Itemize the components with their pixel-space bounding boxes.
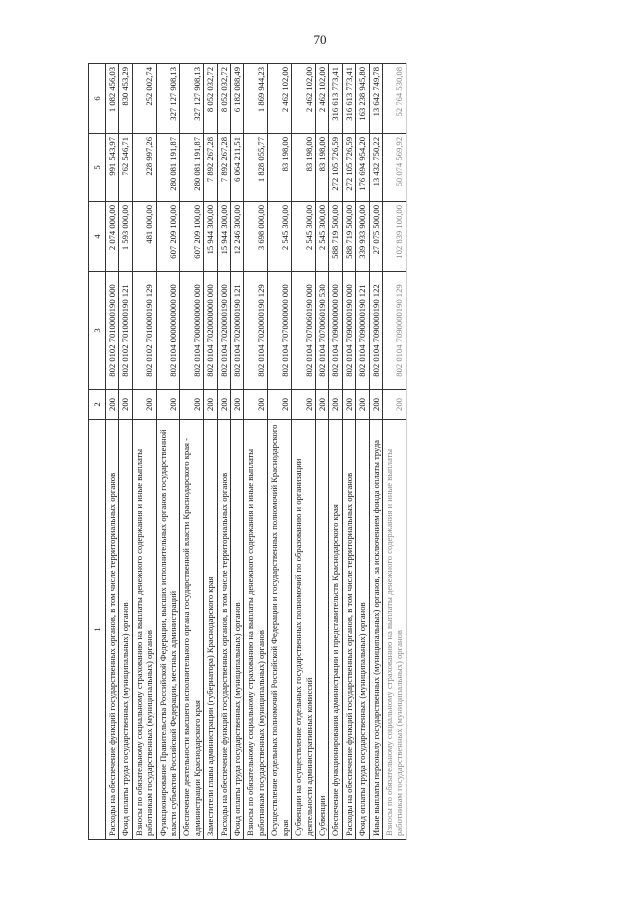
- row-name: Обеспечение функционирования администрации и представительств Краснодарского края: [329, 420, 342, 840]
- row-executed: 176 694 954,20: [356, 134, 369, 202]
- row-kbk: 802 0104 7000000000 000: [180, 272, 204, 390]
- table-row: [369, 64, 382, 840]
- row-executed: 991 543,97: [106, 134, 119, 202]
- row-executed: 1 828 055,77: [244, 134, 268, 202]
- rotated-table-container: [88, 64, 550, 840]
- row-approved: 607 209 100,00: [180, 202, 204, 272]
- row-executed: 280 081 191,87: [180, 134, 204, 202]
- table-row: [106, 64, 119, 840]
- budget-table: [88, 63, 407, 840]
- table-row: [356, 64, 369, 840]
- row-code: 200: [106, 390, 119, 420]
- row-kbk: 802 0102 7010000190 129: [132, 272, 156, 390]
- row-approved: 27 075 500,00: [369, 202, 382, 272]
- row-kbk: 802 0102 7010000190 000: [106, 272, 119, 390]
- row-kbk: 802 0104 7070060190 000: [292, 272, 316, 390]
- header-cell-4: 4: [89, 202, 106, 272]
- row-name: Осуществление отдельных полномочий Российской Федерации и государственных полномочий Краснодарского края: [268, 420, 292, 840]
- row-kbk: 802 0104 7070060190 530: [315, 272, 328, 390]
- row-approved: 2 545 300,00: [315, 202, 328, 272]
- page-number: 70: [313, 32, 327, 47]
- row-name: Фонд оплаты труда государственных (муниципальных) органов: [119, 420, 132, 840]
- row-remaining: 252 002,74: [132, 64, 156, 134]
- row-executed: 6 064 211,51: [231, 134, 244, 202]
- row-kbk: 802 0104 7090000190 122: [369, 272, 382, 390]
- row-code: 200: [180, 390, 204, 420]
- table-row: [315, 64, 328, 840]
- row-kbk: 802 0104 7020000190 000: [217, 272, 230, 390]
- header-cell-6: 6: [89, 64, 106, 134]
- row-remaining: 13 642 749,78: [369, 64, 382, 134]
- row-name: Фонд оплаты труда государственных (муниципальных) органов: [356, 420, 369, 840]
- row-approved: 339 933 900,00: [356, 202, 369, 272]
- row-kbk: 802 0104 7090000190 000: [342, 272, 355, 390]
- row-executed: 50 074 569,92: [382, 134, 406, 202]
- row-code: 200: [244, 390, 268, 420]
- row-approved: 588 719 500,00: [342, 202, 355, 272]
- row-executed: 7 892 267,28: [217, 134, 230, 202]
- row-executed: 280 081 191,87: [156, 134, 180, 202]
- row-approved: 607 209 100,00: [156, 202, 180, 272]
- table-row: [204, 64, 217, 840]
- row-code: 200: [217, 390, 230, 420]
- row-executed: 83 198,00: [268, 134, 292, 202]
- row-remaining: 327 127 908,13: [180, 64, 204, 134]
- row-executed: 13 432 750,22: [369, 134, 382, 202]
- row-approved: 3 698 000,00: [244, 202, 268, 272]
- row-remaining: 163 238 945,80: [356, 64, 369, 134]
- table-row: [382, 64, 406, 840]
- row-name: Взносы по обязательному социальному страхованию на выплаты денежного содержания и иные выплаты работникам государственных (муниципальных) органов: [132, 420, 156, 840]
- row-approved: 1 593 000,00: [119, 202, 132, 272]
- row-executed: 7 892 267,28: [204, 134, 217, 202]
- row-name: Взносы по обязательному социальному страхованию на выплаты денежного содержания и иные выплаты работникам государственных (муниципальных) органов: [382, 420, 406, 840]
- row-code: 200: [231, 390, 244, 420]
- row-kbk: 802 0104 7020000190 129: [244, 272, 268, 390]
- row-remaining: 8 052 032,72: [204, 64, 217, 134]
- row-remaining: 1 082 456,03: [106, 64, 119, 134]
- row-remaining: 52 764 530,08: [382, 64, 406, 134]
- row-name: Взносы по обязательному социальному страхованию на выплаты денежного содержания и иные выплаты работникам государственных (муниципальных) органов: [244, 420, 268, 840]
- row-code: 200: [292, 390, 316, 420]
- table-row: [292, 64, 316, 840]
- table-row: [342, 64, 355, 840]
- row-remaining: 2 462 102,00: [268, 64, 292, 134]
- row-name: Расходы на обеспечение функций государственных органов, в том числе территориальных органов: [342, 420, 355, 840]
- row-kbk: 802 0104 7090000190 121: [356, 272, 369, 390]
- row-code: 200: [156, 390, 180, 420]
- row-code: 200: [204, 390, 217, 420]
- row-name: Субвенции: [315, 420, 328, 840]
- row-code: 200: [132, 390, 156, 420]
- row-executed: 272 105 726,59: [342, 134, 355, 202]
- row-approved: 12 246 300,00: [231, 202, 244, 272]
- header-cell-3: 3: [89, 272, 106, 390]
- row-name: Расходы на обеспечение функций государственных органов, в том числе территориальных органов: [106, 420, 119, 840]
- row-kbk: 802 0104 7070000000 000: [268, 272, 292, 390]
- row-code: 200: [356, 390, 369, 420]
- header-cell-5: 5: [89, 134, 106, 202]
- row-kbk: 802 0104 7020000000 000: [204, 272, 217, 390]
- header-cell-1: 1: [89, 420, 106, 840]
- table-row: [180, 64, 204, 840]
- table-row: [156, 64, 180, 840]
- row-approved: 15 944 300,00: [204, 202, 217, 272]
- row-approved: 15 944 300,00: [217, 202, 230, 272]
- row-approved: 588 719 500,00: [329, 202, 342, 272]
- table-row: [244, 64, 268, 840]
- header-row: [89, 64, 106, 840]
- row-remaining: 316 613 773,41: [329, 64, 342, 134]
- table-row: [329, 64, 342, 840]
- row-name: Расходы на обеспечение функций государственных органов, в том числе территориальных органов: [217, 420, 230, 840]
- row-code: 200: [329, 390, 342, 420]
- row-code: 200: [369, 390, 382, 420]
- row-executed: 228 997,26: [132, 134, 156, 202]
- row-name: Обеспечение деятельности высшего исполнительного органа государственной власти Краснодарского края - администрации Краснодарского края: [180, 420, 204, 840]
- row-name: Функционирование Правительства Российской Федерации, высших исполнительных органов государственной власти субъектов Российской Федерации, местных администраций: [156, 420, 180, 840]
- row-name: Субвенции на осуществление отдельных государственных полномочий по образованию и организации деятельности административных комиссий: [292, 420, 316, 840]
- row-remaining: 327 127 908,13: [156, 64, 180, 134]
- row-remaining: 2 462 102,00: [292, 64, 316, 134]
- row-approved: 2 545 300,00: [292, 202, 316, 272]
- row-remaining: 6 182 088,49: [231, 64, 244, 134]
- row-name: Иные выплаты персоналу государственных (муниципальных) органов, за исключением фонда оплаты труда: [369, 420, 382, 840]
- row-code: 200: [315, 390, 328, 420]
- row-executed: 272 105 726,59: [329, 134, 342, 202]
- row-name: Фонд оплаты труда государственных (муниципальных) органов: [231, 420, 244, 840]
- table-row: [119, 64, 132, 840]
- row-kbk: 802 0104 7090000190 129: [382, 272, 406, 390]
- row-executed: 83 198,00: [292, 134, 316, 202]
- row-remaining: 316 613 773,41: [342, 64, 355, 134]
- row-code: 200: [268, 390, 292, 420]
- row-kbk: 802 0104 0000000000 000: [156, 272, 180, 390]
- budget-table-body: [89, 64, 407, 840]
- table-row: [132, 64, 156, 840]
- row-code: 200: [119, 390, 132, 420]
- row-approved: 102 839 100,00: [382, 202, 406, 272]
- row-kbk: 802 0104 7090000000 000: [329, 272, 342, 390]
- header-cell-2: 2: [89, 390, 106, 420]
- row-code: 200: [342, 390, 355, 420]
- row-remaining: 2 462 102,00: [315, 64, 328, 134]
- table-row: [231, 64, 244, 840]
- row-approved: 481 000,00: [132, 202, 156, 272]
- row-executed: 83 198,00: [315, 134, 328, 202]
- row-approved: 2 545 300,00: [268, 202, 292, 272]
- row-remaining: 830 453,29: [119, 64, 132, 134]
- row-approved: 2 074 000,00: [106, 202, 119, 272]
- row-code: 200: [382, 390, 406, 420]
- row-remaining: 8 052 032,72: [217, 64, 230, 134]
- row-kbk: 802 0104 7020000190 121: [231, 272, 244, 390]
- row-executed: 762 546,71: [119, 134, 132, 202]
- table-row: [268, 64, 292, 840]
- row-kbk: 802 0102 7010000190 121: [119, 272, 132, 390]
- row-remaining: 1 869 944,23: [244, 64, 268, 134]
- row-name: Заместители главы администрации (губернатора) Краснодарского края: [204, 420, 217, 840]
- table-row: [217, 64, 230, 840]
